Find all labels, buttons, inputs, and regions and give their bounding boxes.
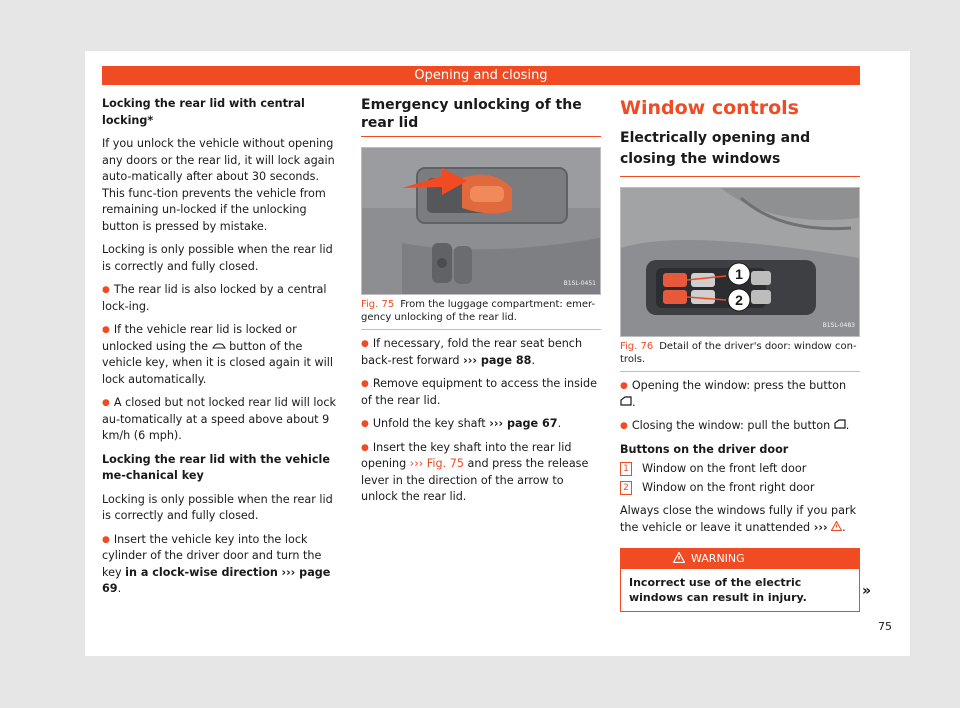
warning-triangle-icon	[673, 552, 685, 563]
bullet-key-button: ● If the vehicle rear lid is locked or unlocked using the button of the vehicle key, when it is closed again it will lock automatically.	[102, 323, 333, 386]
callout-1: 1	[735, 266, 743, 282]
warning-box	[620, 548, 860, 612]
bullet-central-lock: ● The rear lid is also locked by a central lock-ing.	[102, 283, 327, 313]
column-right	[620, 96, 860, 612]
figure-75-code: B1SL-0451	[563, 279, 596, 287]
subsection-title-windows: Electrically opening and closing the windows	[620, 128, 860, 177]
bullet-unfold-key: ● Unfold the key shaft ››› page 67.	[361, 417, 562, 430]
para-locking-possible: Locking is only possible when the rear lid is correctly and fully closed.	[102, 243, 333, 273]
para-auto-lock: If you unlock the vehicle without opening any doors or the rear lid, it will lock again auto-matically after about 30 seconds. This func-tion prevents the vehicle from remaining un-locked if the unlocking button is pressed by mistake.	[102, 137, 335, 233]
link-fig-75[interactable]: ››› Fig. 75	[409, 457, 464, 470]
link-page-67[interactable]: ››› page 67	[489, 417, 558, 430]
bullet-icon: ●	[102, 325, 110, 335]
window-controls-illustration	[621, 188, 859, 336]
car-key-icon	[212, 342, 226, 350]
link-warning-ref[interactable]: ›››	[813, 520, 828, 534]
bullet-insert-key-shaft: ● Insert the key shaft into the rear lid opening ››› Fig. 75 and press the release lever in the direction of the arrow to unlock the rear lid.	[361, 440, 589, 503]
callout-2: 2	[735, 292, 743, 308]
bullet-icon: ●	[361, 339, 369, 349]
bullet-icon: ●	[620, 381, 628, 391]
link-page-69[interactable]: ››› page 69	[102, 565, 331, 595]
bullet-insert-key: ● Insert the vehicle key into the lock cylinder of the driver door and turn the key in a clock-wise direction ››› page 69.	[102, 532, 331, 595]
bullet-icon: ●	[361, 419, 369, 429]
section-title-emergency: Emergency unlocking of the rear lid	[361, 96, 601, 137]
warning-header: WARNING	[621, 549, 859, 569]
bullet-icon: ●	[620, 421, 628, 431]
bullet-icon: ●	[102, 285, 110, 295]
para-locking-possible-2: Locking is only possible when the rear lid is correctly and fully closed.	[102, 492, 333, 522]
bullet-icon: ●	[102, 398, 110, 408]
column-left	[102, 96, 338, 605]
window-button-icon	[834, 419, 846, 429]
bullet-close-window: ● Closing the window: pull the button .	[620, 419, 850, 432]
bullet-speed-lock: ● A closed but not locked rear lid will lock au-tomatically at a speed above about 9 km/h (6 mph).	[102, 396, 337, 442]
heading-driver-buttons: Buttons on the driver door	[620, 442, 789, 456]
page-header: Opening and closing	[102, 66, 860, 85]
bullet-remove-equipment: ● Remove equipment to access the inside of the rear lid.	[361, 377, 597, 407]
figure-75-caption: Fig. 75 From the luggage compartment: emer-gency unlocking of the rear lid.	[361, 299, 601, 330]
page-number: 75	[878, 620, 892, 633]
bullet-icon: ●	[102, 534, 110, 545]
window-button-icon	[620, 396, 632, 406]
section-title-window-controls: Window controls	[620, 97, 799, 119]
heading-central-locking: Locking the rear lid with central locking*	[102, 97, 305, 127]
list-item: 2 Window on the front right door	[620, 480, 860, 497]
figure-76-caption: Fig. 76 Detail of the driver's door: window con-trols.	[620, 341, 860, 372]
continue-mark: »	[862, 583, 872, 599]
bullet-icon: ●	[361, 442, 369, 453]
bullet-icon: ●	[361, 379, 369, 389]
heading-mechanical-key: Locking the rear lid with the vehicle me-chanical key	[102, 452, 330, 482]
warning-text: Incorrect use of the electric windows can result in injury.	[629, 576, 807, 604]
rear-lid-illustration	[362, 148, 600, 294]
bullet-open-window: ● Opening the window: press the button .	[620, 379, 847, 409]
figure-75-image	[361, 147, 601, 295]
figure-76-code: B1SL-0483	[822, 321, 855, 329]
list-item: 1 Window on the front left door	[620, 461, 860, 478]
para-always-close: Always close the windows fully if you park the vehicle or leave it unattended ››› .	[620, 504, 857, 534]
figure-76-image	[620, 187, 860, 337]
link-page-88[interactable]: ››› page 88	[463, 353, 532, 367]
bullet-fold-seat: ● If necessary, fold the rear seat bench back-rest forward ››› page 88.	[361, 337, 583, 367]
column-middle	[361, 96, 601, 513]
warning-triangle-icon	[831, 521, 842, 531]
